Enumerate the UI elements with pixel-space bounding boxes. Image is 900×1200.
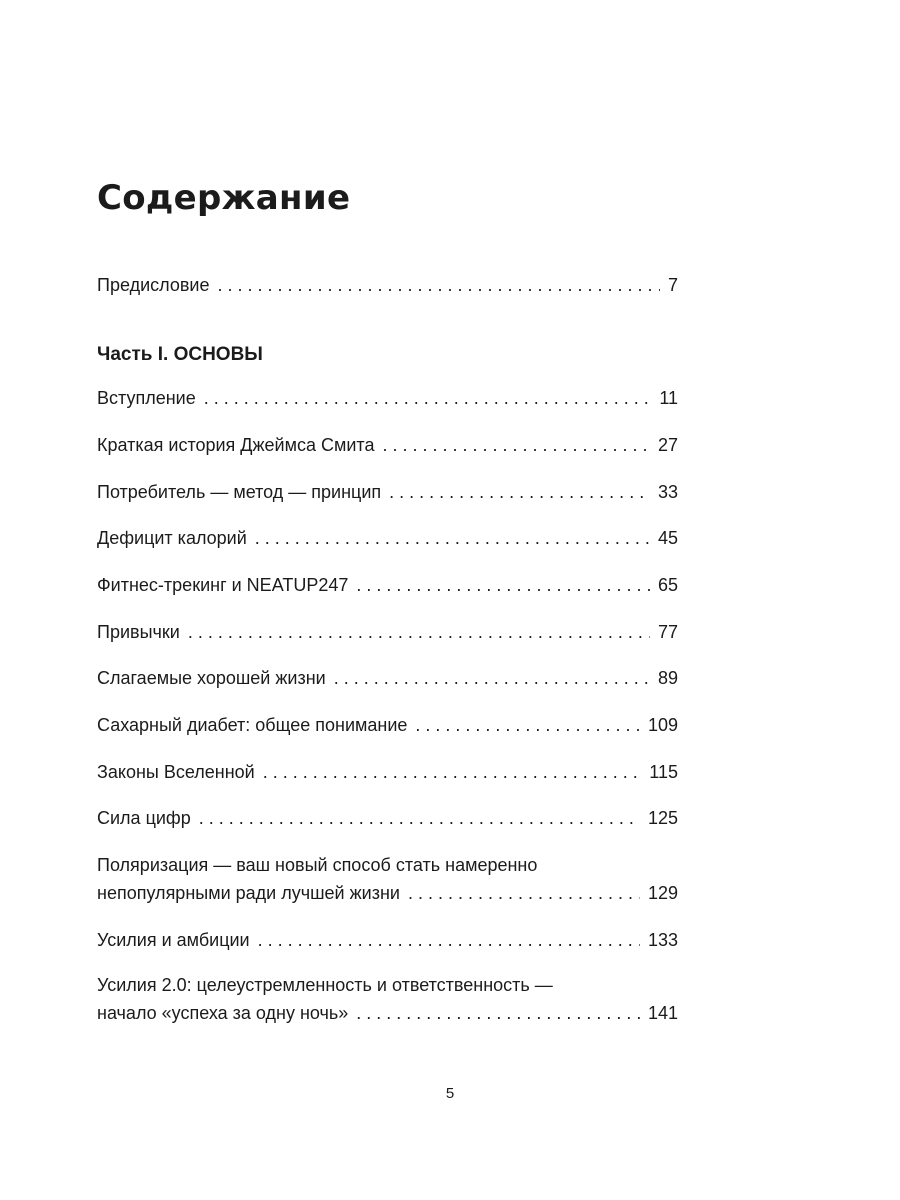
toc-entry-label: Потребитель — метод — принцип [97,482,382,502]
toc-entry [97,571,678,599]
toc-entry [97,926,678,954]
toc-entry-label: Сила цифр [97,808,191,828]
dot-leader [356,571,650,599]
toc-entry-page: 65 [657,575,678,595]
toc-entry [97,431,678,459]
dot-leader [258,926,640,954]
dot-leader [199,804,640,832]
toc-entry [97,524,678,552]
dot-leader [188,618,650,646]
toc-entry-page: 115 [649,762,678,782]
toc-entry-page: 77 [657,622,678,642]
dot-leader [408,879,640,907]
toc-entry-page: 89 [657,668,678,688]
dot-leader [334,664,650,692]
toc-entry [97,758,678,786]
dot-leader [255,524,650,552]
dot-leader [356,999,640,1027]
toc-entry-preface [97,271,678,299]
toc-entry-label: непопулярными ради лучшей жизни [97,883,400,903]
toc-title: Содержание [97,178,351,218]
toc-entry [97,664,678,692]
dot-leader [217,271,660,299]
toc-entry [97,384,678,412]
toc-entry-page: 11 [659,388,678,408]
toc-entry-label: Вступление [97,388,196,408]
toc-entry-label: Слагаемые хорошей жизни [97,668,326,688]
toc-entry-page: 125 [647,808,678,828]
toc-entry-label-line1: Усилия 2.0: целеустремленность и ответственность — [97,975,553,995]
toc-entry [97,618,678,646]
toc-entry-label: Сахарный диабет: общее понимание [97,715,408,735]
toc-entry [97,478,678,506]
toc-entry-label: Привычки [97,622,180,642]
toc-entry [97,804,678,832]
part-heading: Часть I. ОСНОВЫ [97,344,263,365]
toc-entry-multiline [97,971,678,1027]
dot-leader [263,758,642,786]
toc-entry [97,711,678,739]
dot-leader [204,384,652,412]
dot-leader [415,711,640,739]
toc-entry-label: Фитнес-трекинг и NEATUP247 [97,575,349,595]
toc-entry-label: Законы Вселенной [97,762,255,782]
toc-entry-label: начало «успеха за одну ночь» [97,1003,349,1023]
toc-entry-label: Предисловие [97,275,210,295]
dot-leader [389,478,650,506]
toc-entry-page: 45 [657,528,678,548]
page-number: 5 [445,1085,455,1102]
toc-entry-page: 129 [647,883,678,903]
toc-entry-label: Краткая история Джеймса Смита [97,435,375,455]
toc-entry-page: 141 [647,1003,678,1023]
toc-entry-page: 133 [647,930,678,950]
toc-entry-multiline [97,851,678,907]
toc-entry-page: 7 [667,275,678,295]
toc-entry-label-line1: Поляризация — ваш новый способ стать намеренно [97,855,538,875]
toc-entry-page: 33 [657,482,678,502]
toc-entry-label: Усилия и амбиции [97,930,250,950]
toc-entry-page: 27 [657,435,678,455]
toc-entry-label: Дефицит калорий [97,528,247,548]
dot-leader [382,431,649,459]
toc-entry-page: 109 [647,715,678,735]
